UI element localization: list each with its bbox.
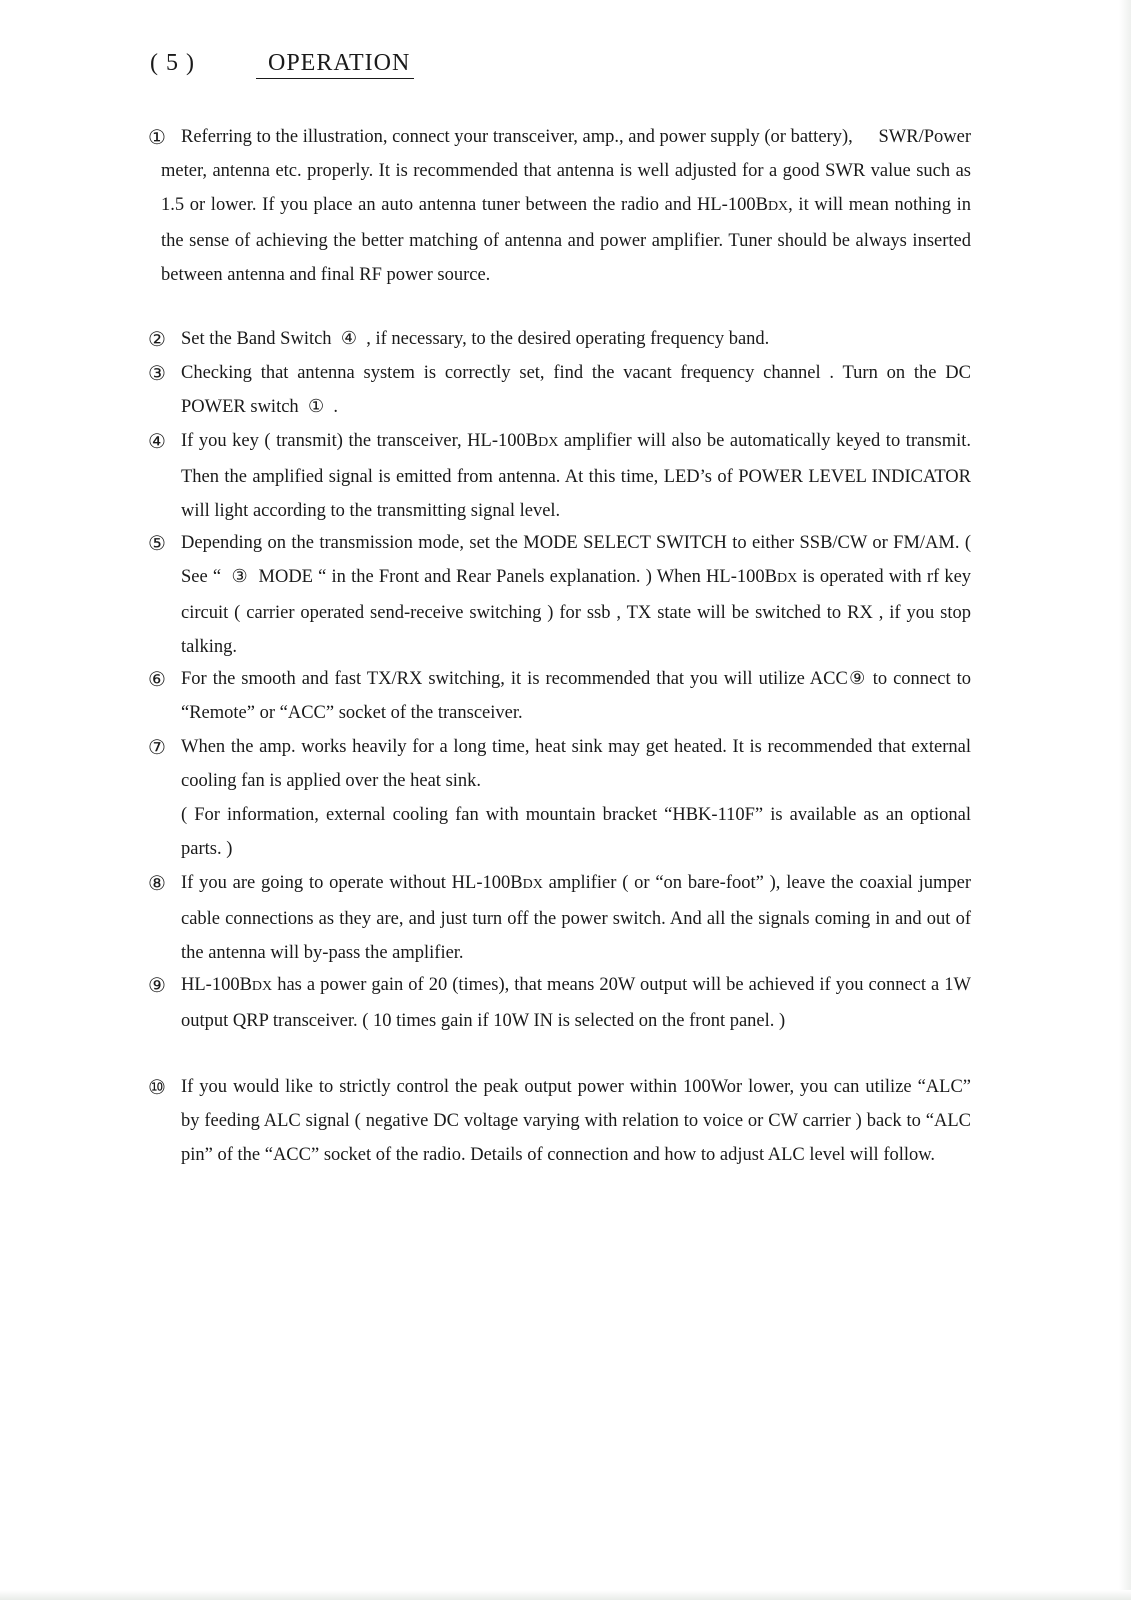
step-1-text: Referring to the illustration, connect your transceiver, amp., and power supply (or battery), SWR/Power meter, antenna etc. properly. It is recommended that antenna is well adjusted for a good SWR value such as 1.5 or lower. If you place an auto antenna tuner between the radio and HL-100BDX, it will mean nothing in the sense of achieving the better matching of antenna and power amplifier. Tuner should be always inserted between antenna and final RF power source. bbox=[161, 127, 972, 285]
step-2-marker: ② bbox=[148, 327, 166, 351]
step-5-text: Depending on the transmission mode, set the MODE SELECT SWITCH to either SSB/CW or FM/AM. ( See “ ③ MODE “ in the Front and Rear Panels explanation. ) When HL-100BDX is operated with rf key circuit ( carrier operated send-receive switching ) for ssb , TX state will be switched to RX , if you stop talking. bbox=[181, 533, 972, 657]
step-4-text: If you key ( transmit) the transceiver, HL-100BDX amplifier will also be automatically keyed to transmit. Then the amplified signal is emitted from antenna. At this time, LED’s of POWER LEVEL INDICATOR will light according to the transmitting signal level. bbox=[181, 431, 971, 521]
operation-step-8 bbox=[148, 866, 971, 970]
step-6-marker: ⑥ bbox=[148, 667, 166, 691]
operation-step-5 bbox=[148, 526, 971, 664]
operation-step-10 bbox=[148, 1070, 971, 1172]
step-10-marker: ⑩ bbox=[148, 1075, 166, 1099]
step-4-marker: ④ bbox=[148, 429, 166, 453]
step-9-text: HL-100BDX has a power gain of 20 (times), that means 20W output will be achieved if you connect a 1W output QRP transceiver. ( 10 times gain if 10W IN is selected on the front panel. ) bbox=[181, 975, 971, 1031]
scan-bottom-shadow bbox=[0, 1590, 1131, 1600]
section-title: OPERATION bbox=[256, 50, 414, 79]
operation-step-7 bbox=[148, 730, 971, 798]
operation-step-6 bbox=[148, 662, 971, 730]
operation-step-1 bbox=[148, 120, 971, 292]
section-number: ( 5 ) bbox=[150, 50, 195, 76]
operation-step-9 bbox=[148, 968, 971, 1038]
step-3-text: Checking that antenna system is correctly set, find the vacant frequency channel . Turn on the DC POWER switch ① . bbox=[181, 363, 971, 417]
mode-ref-icon: ③ bbox=[231, 566, 249, 587]
step-3-marker: ③ bbox=[148, 361, 166, 385]
operation-step-2 bbox=[148, 322, 971, 356]
step-8-marker: ⑧ bbox=[148, 871, 166, 895]
step-7-note: ( For information, external cooling fan with mountain bracket “HBK-110F” is available as an optional parts. ) bbox=[181, 805, 971, 859]
scan-edge-shadow bbox=[1119, 0, 1131, 1600]
step-10-text: If you would like to strictly control the peak output power within 100Wor lower, you can utilize “ALC” by feeding ALC signal ( negative DC voltage varying with relation to voice or CW carrier ) back to “ALC pin” of the “ACC” socket of the radio. Details of connection and how to adjust ALC level will follow. bbox=[181, 1077, 971, 1165]
step-1-marker: ① bbox=[148, 125, 166, 149]
step-6-text: For the smooth and fast TX/RX switching, it is recommended that you will utilize ACC⑨ to connect to “Remote” or “ACC” socket of the transceiver. bbox=[181, 668, 971, 723]
step-5-marker: ⑤ bbox=[148, 531, 166, 555]
section-heading bbox=[150, 50, 414, 79]
step-7-text: When the amp. works heavily for a long time, heat sink may get heated. It is recommended that external cooling fan is applied over the heat sink. bbox=[181, 737, 971, 791]
acc-ref-icon: ⑨ bbox=[847, 668, 867, 689]
power-switch-ref-icon: ① bbox=[307, 396, 325, 417]
step-7-marker: ⑦ bbox=[148, 735, 166, 759]
step-8-text: If you are going to operate without HL-100BDX amplifier ( or “on bare-foot” ), leave the coaxial jumper cable connections as they are, and just turn off the power switch. And all the signals coming in and out of the antenna will by-pass the amplifier. bbox=[181, 873, 972, 963]
step-2-text: Set the Band Switch ④ , if necessary, to the desired operating frequency band. bbox=[181, 328, 770, 349]
step-9-marker: ⑨ bbox=[148, 973, 166, 997]
band-switch-ref-icon: ④ bbox=[340, 328, 357, 349]
operation-step-4 bbox=[148, 424, 971, 528]
operation-step-3 bbox=[148, 356, 971, 424]
